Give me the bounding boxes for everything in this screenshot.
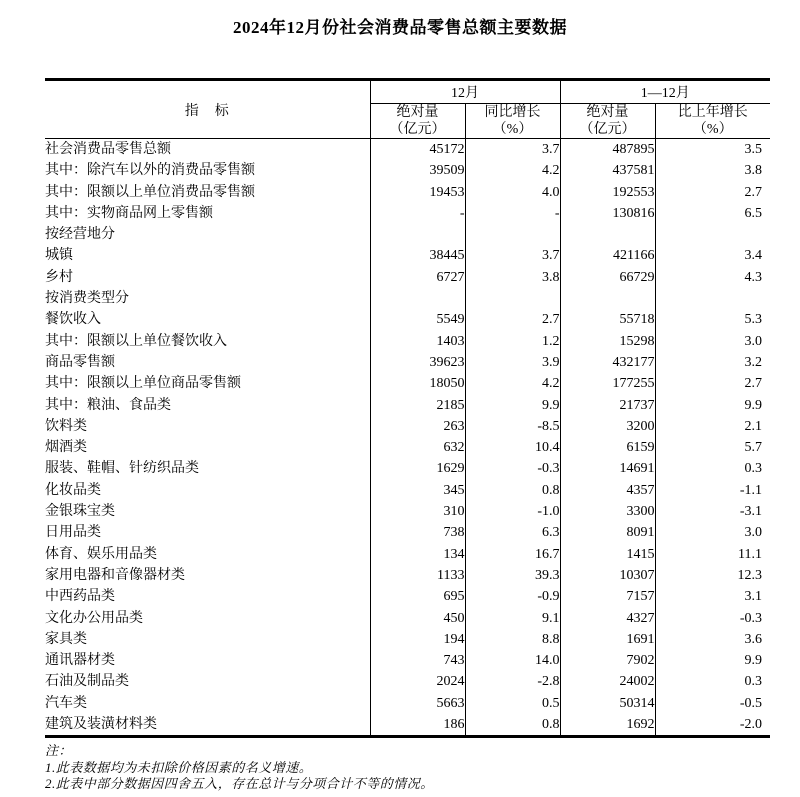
dec-yoy-growth: 14.0	[465, 650, 560, 671]
row-label: 饮料类	[45, 416, 370, 437]
ytd-absolute-value: 1691	[560, 629, 655, 650]
table-row	[45, 224, 770, 245]
table-row	[45, 267, 770, 288]
dec-absolute-value: 1133	[370, 565, 465, 586]
dec-yoy-growth: -	[465, 203, 560, 224]
table-body	[45, 139, 770, 737]
table-row	[45, 437, 770, 458]
ytd-absolute-value: 21737	[560, 395, 655, 416]
ytd-yoy-growth: 3.6	[744, 631, 762, 647]
dec-yoy-growth: -0.9	[465, 586, 560, 607]
dec-absolute-value: 695	[370, 586, 465, 607]
ytd-yoy-growth: 0.3	[744, 461, 762, 477]
dec-yoy-growth: 3.8	[465, 267, 560, 288]
ytd-absolute-value: 4357	[560, 480, 655, 501]
row-label: 服装、鞋帽、针纺织品类	[45, 458, 370, 479]
ytd-absolute-value: 421166	[560, 245, 655, 266]
column-group-jan-to-dec: 1—12月	[560, 80, 770, 104]
ytd-yoy-growth: 12.3	[737, 567, 762, 583]
column-header-label: 绝对量	[396, 105, 439, 120]
ytd-absolute-value: 7157	[560, 586, 655, 607]
dec-absolute-value: 19453	[370, 182, 465, 203]
dec-absolute-value: 310	[370, 501, 465, 522]
dec-yoy-growth: 10.4	[465, 437, 560, 458]
row-label: 通讯器材类	[45, 650, 370, 671]
dec-yoy-growth: 39.3	[465, 565, 560, 586]
ytd-absolute-value: 130816	[560, 203, 655, 224]
ytd-absolute-value: 50314	[560, 693, 655, 714]
table-row	[45, 522, 770, 543]
ytd-yoy-growth: 9.9	[744, 653, 762, 669]
ytd-absolute-value: 487895	[560, 139, 655, 161]
table-row	[45, 458, 770, 479]
row-label: 体育、娱乐用品类	[45, 544, 370, 565]
dec-absolute-value: 194	[370, 629, 465, 650]
ytd-absolute-value: 177255	[560, 373, 655, 394]
dec-absolute-value: -	[370, 203, 465, 224]
table-row	[45, 352, 770, 373]
dec-absolute-value: 39623	[370, 352, 465, 373]
row-label: 烟酒类	[45, 437, 370, 458]
table-row	[45, 650, 770, 671]
dec-yoy-growth: 16.7	[465, 544, 560, 565]
row-label: 家具类	[45, 629, 370, 650]
ytd-absolute-value: 1415	[560, 544, 655, 565]
notes-heading: 注：	[45, 743, 73, 759]
dec-yoy-growth: -8.5	[465, 416, 560, 437]
ytd-yoy-growth: 5.7	[744, 440, 762, 456]
ytd-yoy-growth: 3.1	[744, 589, 762, 605]
table-row	[45, 245, 770, 266]
dec-absolute-value: 738	[370, 522, 465, 543]
dec-yoy-growth	[465, 224, 560, 245]
dec-absolute-value: 743	[370, 650, 465, 671]
column-header-unit: （亿元）	[579, 122, 636, 137]
ytd-yoy-growth: 4.3	[744, 269, 762, 285]
column-header-label: 同比增长	[484, 105, 541, 120]
column-header-dec-growth	[465, 104, 560, 139]
table-row	[45, 501, 770, 522]
row-label: 其中：除汽车以外的消费品零售额	[45, 160, 370, 181]
dec-absolute-value: 39509	[370, 160, 465, 181]
table-row	[45, 671, 770, 692]
row-label: 日用品类	[45, 522, 370, 543]
dec-yoy-growth: 0.8	[465, 714, 560, 737]
ytd-absolute-value: 8091	[560, 522, 655, 543]
dec-yoy-growth: -0.3	[465, 458, 560, 479]
table-row	[45, 586, 770, 607]
row-label: 其中：粮油、食品类	[45, 395, 370, 416]
row-label: 商品零售额	[45, 352, 370, 373]
dec-yoy-growth: 6.3	[465, 522, 560, 543]
dec-yoy-growth: 9.9	[465, 395, 560, 416]
table-row	[45, 309, 770, 330]
dec-yoy-growth: -1.0	[465, 501, 560, 522]
row-label: 其中：限额以上单位消费品零售额	[45, 182, 370, 203]
dec-absolute-value	[370, 224, 465, 245]
column-header-label: 绝对量	[586, 105, 629, 120]
row-label: 建筑及装潢材料类	[45, 714, 370, 737]
ytd-yoy-growth: 2.1	[744, 418, 762, 434]
table-row	[45, 565, 770, 586]
notes	[45, 743, 800, 793]
ytd-yoy-growth: 9.9	[744, 397, 762, 413]
ytd-absolute-value	[560, 224, 655, 245]
dec-absolute-value: 2185	[370, 395, 465, 416]
header-group-row	[45, 80, 770, 104]
dec-yoy-growth: 0.5	[465, 693, 560, 714]
dec-absolute-value: 2024	[370, 671, 465, 692]
dec-yoy-growth: 3.9	[465, 352, 560, 373]
ytd-absolute-value: 4327	[560, 608, 655, 629]
column-header-unit: （亿元）	[389, 122, 446, 137]
dec-yoy-growth: 0.8	[465, 480, 560, 501]
table-row	[45, 416, 770, 437]
ytd-absolute-value: 7902	[560, 650, 655, 671]
ytd-absolute-value: 10307	[560, 565, 655, 586]
ytd-yoy-growth: 3.2	[744, 354, 762, 370]
row-label: 社会消费品零售总额	[45, 139, 370, 161]
retail-sales-table	[45, 78, 770, 738]
table-row	[45, 203, 770, 224]
ytd-absolute-value: 1692	[560, 714, 655, 737]
ytd-yoy-growth: 6.5	[744, 205, 762, 221]
dec-absolute-value: 45172	[370, 139, 465, 161]
row-label: 文化办公用品类	[45, 608, 370, 629]
ytd-yoy-growth	[655, 288, 770, 309]
table-header	[45, 80, 770, 139]
dec-absolute-value: 5663	[370, 693, 465, 714]
dec-absolute-value: 134	[370, 544, 465, 565]
dec-absolute-value: 18050	[370, 373, 465, 394]
table-row	[45, 331, 770, 352]
column-header-unit: （%）	[692, 122, 733, 137]
column-header-unit: （%）	[492, 122, 533, 137]
ytd-yoy-growth: 2.7	[744, 184, 762, 200]
ytd-yoy-growth: 3.0	[744, 333, 762, 349]
row-label: 乡村	[45, 267, 370, 288]
dec-yoy-growth: 2.7	[465, 309, 560, 330]
ytd-absolute-value	[560, 288, 655, 309]
ytd-absolute-value: 66729	[560, 267, 655, 288]
table-row	[45, 693, 770, 714]
row-label: 中西药品类	[45, 586, 370, 607]
table-row	[45, 480, 770, 501]
dec-yoy-growth: 9.1	[465, 608, 560, 629]
ytd-yoy-growth: 0.3	[744, 674, 762, 690]
dec-yoy-growth: 8.8	[465, 629, 560, 650]
ytd-yoy-growth: 3.8	[744, 163, 762, 179]
row-label: 其中：限额以上单位餐饮收入	[45, 331, 370, 352]
column-header-ytd-growth	[655, 104, 770, 139]
note-line: 1.此表数据均为未扣除价格因素的名义增速。	[45, 759, 313, 775]
dec-yoy-growth: 3.7	[465, 245, 560, 266]
row-label: 石油及制品类	[45, 671, 370, 692]
dec-absolute-value: 345	[370, 480, 465, 501]
row-label: 金银珠宝类	[45, 501, 370, 522]
table-row	[45, 160, 770, 181]
row-label: 按消费类型分	[45, 288, 370, 309]
note-line: 2.此表中部分数据因四舍五入，存在总计与分项合计不等的情况。	[45, 776, 434, 792]
table-row	[45, 629, 770, 650]
ytd-yoy-growth: 3.5	[744, 142, 762, 157]
dec-absolute-value: 263	[370, 416, 465, 437]
dec-absolute-value: 5549	[370, 309, 465, 330]
dec-yoy-growth: 1.2	[465, 331, 560, 352]
ytd-yoy-growth: 3.4	[744, 248, 762, 264]
ytd-absolute-value: 24002	[560, 671, 655, 692]
ytd-absolute-value: 437581	[560, 160, 655, 181]
dec-absolute-value	[370, 288, 465, 309]
table-row	[45, 714, 770, 737]
table-row	[45, 544, 770, 565]
dec-yoy-growth: 3.7	[465, 139, 560, 161]
column-header-label: 比上年增长	[677, 105, 748, 120]
dec-absolute-value: 450	[370, 608, 465, 629]
column-header-dec-absolute	[370, 104, 465, 139]
row-label: 家用电器和音像器材类	[45, 565, 370, 586]
ytd-absolute-value: 15298	[560, 331, 655, 352]
column-group-december: 12月	[370, 80, 560, 104]
ytd-absolute-value: 14691	[560, 458, 655, 479]
ytd-absolute-value: 3300	[560, 501, 655, 522]
ytd-absolute-value: 55718	[560, 309, 655, 330]
ytd-yoy-growth: -0.5	[739, 695, 762, 711]
column-header-ytd-absolute	[560, 104, 655, 139]
ytd-yoy-growth: 11.1	[738, 546, 762, 562]
row-label: 按经营地分	[45, 224, 370, 245]
row-label: 化妆品类	[45, 480, 370, 501]
dec-absolute-value: 38445	[370, 245, 465, 266]
dec-yoy-growth: 4.0	[465, 182, 560, 203]
row-label: 汽车类	[45, 693, 370, 714]
dec-absolute-value: 186	[370, 714, 465, 737]
dec-absolute-value: 1629	[370, 458, 465, 479]
ytd-absolute-value: 432177	[560, 352, 655, 373]
table-row	[45, 139, 770, 161]
ytd-yoy-growth: 3.0	[744, 525, 762, 541]
note-lines	[45, 760, 800, 793]
dec-absolute-value: 6727	[370, 267, 465, 288]
dec-absolute-value: 1403	[370, 331, 465, 352]
ytd-yoy-growth: -1.1	[739, 482, 762, 498]
table-row	[45, 288, 770, 309]
ytd-yoy-growth: -3.1	[739, 504, 762, 520]
ytd-yoy-growth: -0.3	[739, 610, 762, 626]
table-row	[45, 373, 770, 394]
ytd-yoy-growth: 5.3	[744, 312, 762, 328]
row-label: 其中：限额以上单位商品零售额	[45, 373, 370, 394]
ytd-yoy-growth: -2.0	[739, 717, 762, 733]
dec-yoy-growth: 4.2	[465, 160, 560, 181]
dec-yoy-growth	[465, 288, 560, 309]
ytd-yoy-growth	[655, 224, 770, 245]
ytd-absolute-value: 192553	[560, 182, 655, 203]
row-label: 其中：实物商品网上零售额	[45, 203, 370, 224]
row-label: 餐饮收入	[45, 309, 370, 330]
ytd-absolute-value: 3200	[560, 416, 655, 437]
table-row	[45, 182, 770, 203]
row-label: 城镇	[45, 245, 370, 266]
column-header-indicator: 指 标	[45, 80, 370, 139]
ytd-yoy-growth: 2.7	[744, 376, 762, 392]
table-row	[45, 395, 770, 416]
page-title: 2024年12月份社会消费品零售总额主要数据	[233, 18, 567, 37]
ytd-absolute-value: 6159	[560, 437, 655, 458]
table-row	[45, 608, 770, 629]
dec-yoy-growth: 4.2	[465, 373, 560, 394]
dec-absolute-value: 632	[370, 437, 465, 458]
dec-yoy-growth: -2.8	[465, 671, 560, 692]
